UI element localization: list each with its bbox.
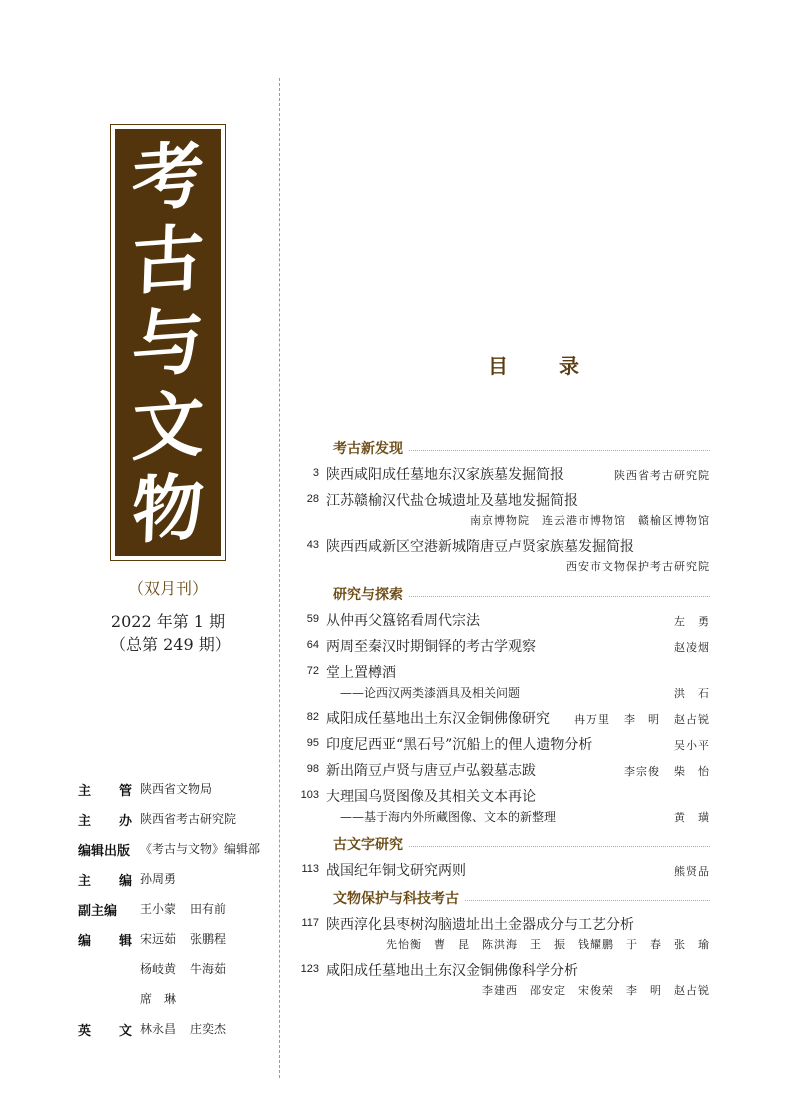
entry-title-row: [326, 662, 710, 684]
staff-names: [140, 1020, 240, 1037]
staff-role: [78, 900, 140, 919]
staff-role-char: 主: [78, 814, 92, 829]
staff-row: [78, 810, 278, 840]
staff-role: [78, 840, 140, 859]
author-name: 冉万里: [574, 713, 610, 726]
page-number: 64: [306, 639, 319, 651]
author-name: 连云港市博物馆: [542, 514, 626, 527]
toc-entry[interactable]: [286, 610, 710, 632]
staff-role-char: 文: [118, 1024, 132, 1039]
author-name: 陕西省考古研究院: [614, 469, 710, 482]
toc-entry[interactable]: [286, 760, 710, 782]
staff-name: 《考古与文物》编辑部: [140, 842, 261, 856]
author-name: 邵安定: [530, 984, 566, 997]
article-authors: [660, 737, 710, 753]
publication-frequency: （双月刊）: [127, 579, 208, 598]
toc-entry[interactable]: [286, 490, 710, 532]
masthead-char: 与: [130, 296, 206, 388]
entry-body: [326, 536, 710, 578]
entry-body: [326, 914, 710, 956]
staff-row: [78, 780, 278, 810]
author-name: 熊贤品: [674, 865, 710, 878]
author-name: 赵占锐: [674, 713, 710, 726]
staff-name: 林永昌: [140, 1022, 177, 1036]
section-header: [333, 886, 710, 910]
staff-row: [78, 900, 278, 930]
article-authors: [660, 809, 710, 825]
article-title[interactable]: 堂上置樽酒: [326, 665, 396, 681]
masthead-char: 考: [130, 130, 206, 222]
entry-title-row: [326, 636, 710, 658]
page-number: 113: [301, 863, 319, 875]
entry-body: [326, 960, 710, 1002]
article-title[interactable]: 陕西咸阳成任墓地东汉家族墓发掘简报: [326, 467, 564, 483]
author-name: 柴 怡: [674, 765, 710, 778]
author-name: 钱耀鹏: [578, 938, 614, 951]
page-number: 117: [301, 917, 319, 929]
section-rule: [409, 846, 710, 847]
article-title[interactable]: 陕西淳化县枣树沟脑遗址出土金器成分与工艺分析: [326, 917, 634, 933]
staff-role-char: 编: [118, 874, 132, 889]
page-number: 95: [306, 737, 319, 749]
section-header: [333, 582, 710, 606]
toc-entry[interactable]: [286, 708, 710, 730]
staff-name: 庄奕杰: [190, 1022, 227, 1036]
article-title[interactable]: 印度尼西亚“黑石号”沉船上的俚人遗物分析: [326, 737, 593, 753]
entry-body: [326, 662, 710, 704]
section-title: 古文字研究: [333, 837, 403, 853]
staff-role-char: 副主编: [78, 904, 118, 919]
staff-role-char: 管: [118, 784, 132, 799]
staff-role-char: 编辑出版: [78, 844, 131, 859]
article-authors: [326, 558, 710, 578]
toc-entry[interactable]: [286, 734, 710, 756]
staff-role: [78, 870, 132, 889]
staff-row: [78, 1020, 278, 1050]
editorial-staff: [78, 780, 278, 1050]
entry-body: [326, 708, 710, 730]
article-authors: [560, 711, 710, 727]
author-name: 王 振: [530, 938, 566, 951]
staff-name: 孙周勇: [140, 872, 177, 886]
author-name: 左 勇: [674, 615, 710, 628]
author-name: 李宗俊: [624, 765, 660, 778]
staff-names: [140, 990, 190, 1007]
staff-role: [78, 810, 132, 829]
page-number: 98: [306, 763, 319, 775]
section-rule: [465, 900, 710, 901]
article-authors: [660, 863, 710, 879]
masthead-frame: [110, 124, 226, 561]
entry-body: [326, 760, 710, 782]
article-title[interactable]: 从仲再父簋铭看周代宗法: [326, 613, 480, 629]
article-title[interactable]: 陕西西咸新区空港新城隋唐豆卢贤家族墓发掘简报: [326, 539, 634, 555]
article-title[interactable]: 咸阳成任墓地出土东汉金铜佛像研究: [326, 711, 550, 727]
entry-body: [326, 610, 710, 632]
author-name: 李 明: [624, 713, 660, 726]
entry-body: [326, 490, 710, 532]
author-name: 李 明: [626, 984, 662, 997]
article-authors: [660, 685, 710, 701]
page-number: 59: [306, 613, 319, 625]
staff-role-char: 办: [118, 814, 132, 829]
author-name: 张 瑜: [674, 938, 710, 951]
article-authors: [326, 512, 710, 532]
toc-entry[interactable]: [286, 636, 710, 658]
article-authors: [326, 936, 710, 956]
column-divider: [279, 78, 280, 1078]
entry-title-row: [326, 860, 710, 882]
article-authors: [660, 639, 710, 655]
staff-names: [140, 900, 240, 917]
entry-title-row: [326, 960, 710, 982]
staff-names: [140, 810, 250, 827]
staff-names: [140, 960, 240, 977]
article-title[interactable]: 两周至秦汉时期铜铎的考古学观察: [326, 639, 536, 655]
staff-name: 王小蒙: [140, 902, 177, 916]
staff-names: [140, 840, 274, 857]
toc-title: 目 录: [488, 354, 601, 378]
staff-name: 陕西省考古研究院: [140, 812, 237, 826]
staff-row: [78, 990, 278, 1020]
article-title[interactable]: 江苏赣榆汉代盐仓城遗址及墓地发掘简报: [326, 493, 578, 509]
section-header: [333, 436, 710, 460]
author-name: 曹 昆: [434, 938, 470, 951]
author-name: 黄 璜: [674, 811, 710, 824]
staff-row: [78, 870, 278, 900]
masthead-char: 古: [130, 213, 206, 305]
page-number: 3: [312, 467, 319, 479]
staff-name: 杨岐黄: [140, 962, 177, 976]
page-number: 123: [300, 963, 319, 975]
staff-names: [140, 930, 240, 947]
entry-title-row: [326, 536, 710, 558]
toc-entry[interactable]: [286, 914, 710, 956]
author-name: 先怡衡: [386, 938, 422, 951]
article-authors: [326, 982, 710, 1002]
article-title[interactable]: 大理国乌贤图像及其相关文本再论: [326, 789, 536, 805]
staff-name: 张鹏程: [190, 932, 227, 946]
author-name: 赵占锐: [674, 984, 710, 997]
staff-role-char: 主: [78, 874, 92, 889]
author-name: 陈洪海: [482, 938, 518, 951]
entry-body: [326, 786, 710, 828]
staff-role: [78, 1020, 132, 1039]
toc-entry[interactable]: [286, 786, 710, 828]
staff-name: 田有前: [190, 902, 227, 916]
author-name: 南京博物院: [470, 514, 530, 527]
entry-title-row: [326, 760, 710, 782]
entry-subtitle-row: [326, 808, 710, 828]
masthead-char: 文: [130, 379, 206, 471]
author-name: 洪 石: [674, 687, 710, 700]
article-title[interactable]: 咸阳成任墓地出土东汉金铜佛像科学分析: [326, 963, 578, 979]
staff-role: [78, 930, 132, 949]
entry-body: [326, 636, 710, 658]
masthead-char: 物: [130, 462, 206, 554]
article-authors: [600, 467, 710, 483]
staff-names: [140, 780, 226, 797]
issue-total-number: （总第 249 期）: [110, 635, 231, 654]
entry-title-row: [326, 914, 710, 936]
section-title: 研究与探索: [333, 587, 403, 603]
masthead: [115, 129, 221, 556]
staff-names: [140, 870, 190, 887]
entry-title-row: [326, 708, 710, 730]
section-rule: [409, 596, 710, 597]
entry-body: [326, 734, 710, 756]
staff-row: [78, 960, 278, 990]
staff-name: 宋远茹: [140, 932, 177, 946]
article-authors: [660, 613, 710, 629]
author-name: 宋俊荣: [578, 984, 614, 997]
author-name: 赣榆区博物馆: [638, 514, 710, 527]
entry-title-row: [326, 734, 710, 756]
toc-entry[interactable]: [286, 536, 710, 578]
article-title[interactable]: 新出隋豆卢贤与唐豆卢弘毅墓志跋: [326, 763, 536, 779]
author-name: 李建西: [482, 984, 518, 997]
staff-role-char: 辑: [118, 934, 132, 949]
staff-name: 席 琳: [140, 992, 177, 1006]
issue-number: 2022 年第 1 期: [110, 612, 226, 631]
entry-subtitle-row: [326, 684, 710, 704]
page-number: 82: [306, 711, 319, 723]
entry-title-row: [326, 490, 710, 512]
page-number: 72: [306, 665, 319, 677]
article-subtitle: ——基于海内外所藏图像、文本的新整理: [340, 810, 557, 824]
entry-title-row: [326, 610, 710, 632]
toc-entry[interactable]: [286, 464, 710, 486]
staff-row: [78, 840, 278, 870]
entry-body: [326, 860, 710, 882]
section-title: 考古新发现: [333, 441, 403, 457]
table-of-contents: [286, 432, 710, 1002]
staff-role-char: 主: [78, 784, 92, 799]
article-subtitle: ——论西汉两类漆酒具及相关问题: [340, 686, 521, 700]
toc-entry[interactable]: [286, 960, 710, 1002]
toc-entry[interactable]: [286, 662, 710, 704]
entry-title-row: [326, 464, 710, 486]
staff-row: [78, 930, 278, 960]
author-name: 吴小平: [674, 739, 710, 752]
author-name: 于 春: [626, 938, 662, 951]
section-rule: [409, 450, 710, 451]
staff-role-char: 编: [78, 934, 92, 949]
author-name: 赵凌烟: [674, 641, 710, 654]
article-title[interactable]: 战国纪年铜戈研究两则: [326, 863, 466, 879]
entry-title-row: [326, 786, 710, 808]
page-number: 43: [306, 539, 319, 551]
page-number: 103: [300, 789, 319, 801]
staff-name: 陕西省文物局: [140, 782, 213, 796]
page-number: 28: [306, 493, 319, 505]
staff-role-char: 英: [78, 1024, 92, 1039]
section-header: [333, 832, 710, 856]
author-name: 西安市文物保护考古研究院: [566, 560, 710, 573]
article-authors: [610, 763, 710, 779]
entry-body: [326, 464, 710, 486]
toc-entry[interactable]: [286, 860, 710, 882]
staff-name: 牛海茹: [190, 962, 227, 976]
section-title: 文物保护与科技考古: [333, 891, 459, 907]
staff-role: [78, 780, 132, 799]
